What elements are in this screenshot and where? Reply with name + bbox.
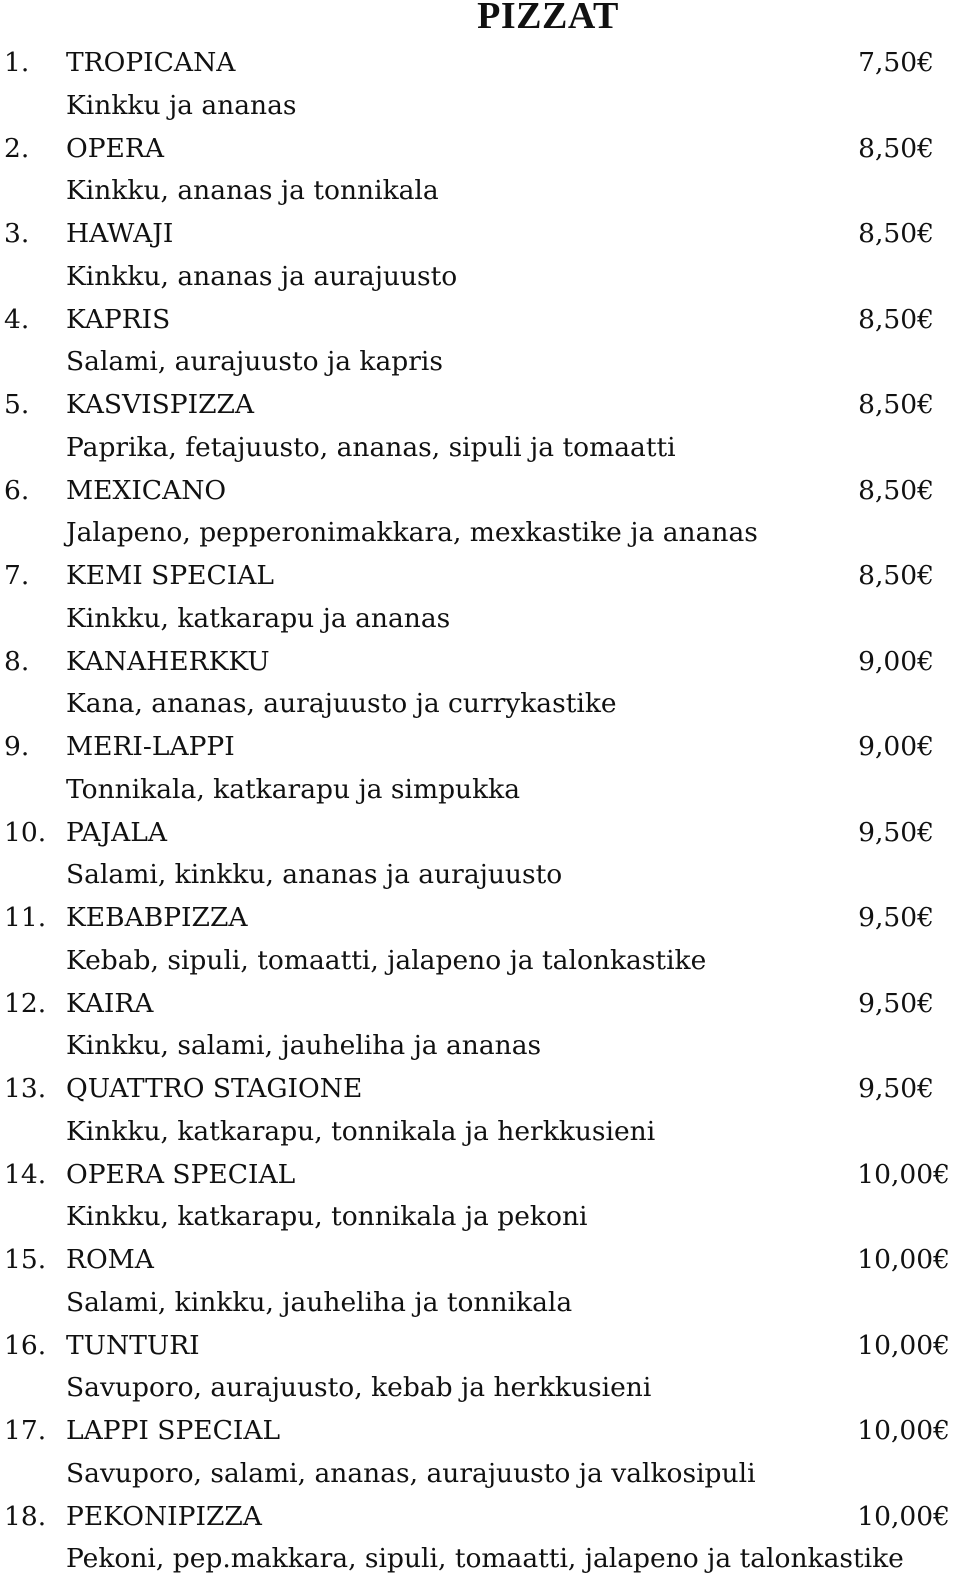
menu-item: [0, 1325, 960, 1411]
menu-item-name: KASVISPIZZA: [66, 389, 255, 420]
menu-item-header: [0, 897, 960, 940]
menu-item-name: QUATTRO STAGIONE: [66, 1073, 363, 1104]
menu-item-name: PAJALA: [66, 816, 168, 848]
menu-item: [0, 1496, 960, 1582]
menu-item: [0, 726, 960, 812]
menu-item-description-row: [0, 1196, 960, 1239]
menu-item-description: Jalapeno, pepperonimakkara, mexkastike ja ananas: [66, 517, 758, 549]
menu-item-number: 18.: [4, 1500, 47, 1532]
menu-item-description: Savuporo, aurajuusto, kebab ja herkkusieni: [66, 1372, 652, 1404]
menu-item-number: 6.: [4, 474, 30, 506]
menu-item-description: Savuporo, salami, ananas, aurajuusto ja valkosipuli: [66, 1457, 756, 1489]
menu-item-number: 17.: [4, 1415, 47, 1446]
menu-item-price: 9,00€: [858, 645, 934, 677]
menu-item: [0, 299, 960, 385]
menu-item-description: Salami, kinkku, ananas ja aurajuusto: [66, 859, 563, 891]
menu-item-header: [0, 1496, 960, 1539]
menu-item-description: Salami, aurajuusto ja kapris: [66, 346, 443, 378]
menu-item-description-row: [0, 1538, 960, 1581]
menu-item: [0, 1239, 960, 1325]
menu-item-header: [0, 1325, 960, 1368]
menu-item-description-row: [0, 940, 960, 983]
menu-item-number: 14.: [4, 1158, 47, 1190]
menu-item-description: Kinkku, salami, jauheliha ja ananas: [66, 1030, 542, 1062]
menu-item: [0, 1410, 960, 1496]
menu-item-description-row: [0, 854, 960, 897]
menu-item: [0, 470, 960, 556]
menu-item: [0, 983, 960, 1069]
menu-item-header: [0, 726, 960, 769]
menu-item-number: 16.: [4, 1329, 47, 1361]
menu-item-description-row: [0, 256, 960, 299]
menu-item: [0, 1068, 960, 1154]
menu-item-price: 8,50€: [858, 132, 934, 164]
menu-item-description-row: [0, 1367, 960, 1410]
menu-item-price: 10,00€: [857, 1329, 950, 1361]
menu-item-description: Kinkku, ananas ja tonnikala: [66, 175, 439, 207]
menu-item-number: 13.: [4, 1073, 47, 1104]
menu-item-header: [0, 1239, 960, 1282]
menu-item-header: [0, 1410, 960, 1453]
menu-item-header: [0, 470, 960, 513]
menu-item-name: HAWAJI: [66, 218, 174, 249]
menu-item-number: 15.: [4, 1244, 47, 1275]
menu-item-price: 10,00€: [857, 1500, 950, 1532]
menu-item-number: 4.: [4, 303, 30, 335]
menu-item-description-row: [0, 512, 960, 555]
menu-item: [0, 1154, 960, 1240]
menu-item-name: TROPICANA: [66, 47, 236, 78]
menu-item-price: 9,50€: [858, 816, 934, 848]
menu-item-number: 10.: [4, 816, 47, 848]
menu-item-description: Tonnikala, katkarapu ja simpukka: [66, 773, 521, 805]
menu-item-description-row: [0, 1282, 960, 1325]
menu-item-description-row: [0, 85, 960, 128]
menu-item-description: Paprika, fetajuusto, ananas, sipuli ja tomaatti: [66, 431, 676, 463]
menu-item-price: 10,00€: [857, 1158, 950, 1190]
menu-item-name: MEXICANO: [66, 474, 227, 506]
menu-item-description: Kinkku, katkarapu, tonnikala ja pekoni: [66, 1201, 588, 1233]
menu-item-price: 10,00€: [857, 1415, 950, 1446]
menu-item-name: MERI-LAPPI: [66, 731, 235, 762]
menu-item-number: 12.: [4, 987, 47, 1019]
menu-item-price: 9,00€: [858, 731, 934, 762]
menu-item-number: 8.: [4, 645, 30, 677]
menu-item-number: 5.: [4, 389, 30, 420]
menu-item-name: KEBABPIZZA: [66, 902, 248, 933]
menu-item-description: Kana, ananas, aurajuusto ja currykastike: [66, 688, 617, 720]
menu-item-header: [0, 983, 960, 1026]
menu-item-name: OPERA: [66, 132, 164, 164]
menu-item-number: 2.: [4, 132, 30, 164]
menu-item-name: TUNTURI: [66, 1329, 200, 1361]
menu-item-description-row: [0, 1453, 960, 1496]
menu-item: [0, 384, 960, 470]
menu-item-description-row: [0, 427, 960, 470]
menu-item-description: Kinkku, katkarapu ja ananas: [66, 602, 451, 634]
menu-item-number: 9.: [4, 731, 30, 762]
pizza-menu-list: [0, 42, 960, 1581]
menu-item-name: KAIRA: [66, 987, 154, 1019]
menu-item-description: Pekoni, pep.makkara, sipuli, tomaatti, jalapeno ja talonkastike: [66, 1543, 904, 1575]
menu-item-description-row: [0, 170, 960, 213]
menu-item: [0, 641, 960, 727]
menu-item: [0, 897, 960, 983]
menu-item-description: Salami, kinkku, jauheliha ja tonnikala: [66, 1286, 573, 1318]
menu-item-description: Kinkku ja ananas: [66, 89, 297, 121]
menu-item-header: [0, 641, 960, 684]
menu-item-description-row: [0, 769, 960, 812]
menu-item-name: OPERA SPECIAL: [66, 1158, 296, 1190]
menu-item-description-row: [0, 341, 960, 384]
menu-item-price: 8,50€: [858, 560, 934, 591]
menu-item-header: [0, 555, 960, 598]
menu-item-price: 9,50€: [858, 987, 934, 1019]
menu-item-description-row: [0, 683, 960, 726]
menu-item-number: 11.: [4, 902, 47, 933]
menu-item: [0, 812, 960, 898]
menu-item-price: 8,50€: [858, 303, 934, 335]
menu-item: [0, 128, 960, 214]
page-title: PIZZAT: [477, 0, 619, 37]
menu-item-header: [0, 128, 960, 171]
menu-item: [0, 555, 960, 641]
menu-item-description: Kebab, sipuli, tomaatti, jalapeno ja talonkastike: [66, 944, 707, 976]
menu-item-header: [0, 1154, 960, 1197]
menu-item-price: 8,50€: [858, 218, 934, 249]
menu-item-description-row: [0, 1025, 960, 1068]
menu-item-price: 7,50€: [858, 47, 934, 78]
menu-item-price: 8,50€: [858, 389, 934, 420]
menu-item-description: Kinkku, ananas ja aurajuusto: [66, 260, 458, 292]
menu-item-description-row: [0, 1111, 960, 1154]
menu-item-description-row: [0, 598, 960, 641]
menu-item-name: KANAHERKKU: [66, 645, 270, 677]
menu-item-price: 8,50€: [858, 474, 934, 506]
menu-item-price: 9,50€: [858, 1073, 934, 1104]
menu-item-header: [0, 1068, 960, 1111]
menu-item-header: [0, 812, 960, 855]
menu-item-header: [0, 213, 960, 256]
menu-item-header: [0, 384, 960, 427]
menu-item-name: LAPPI SPECIAL: [66, 1415, 281, 1446]
menu-item-description: Kinkku, katkarapu, tonnikala ja herkkusieni: [66, 1115, 656, 1147]
menu-item-header: [0, 42, 960, 85]
menu-item-number: 1.: [4, 47, 30, 78]
menu-item: [0, 42, 960, 128]
menu-item: [0, 213, 960, 299]
menu-item-price: 10,00€: [857, 1244, 950, 1275]
menu-item-name: PEKONIPIZZA: [66, 1500, 262, 1532]
menu-item-header: [0, 299, 960, 342]
menu-item-name: KEMI SPECIAL: [66, 560, 274, 591]
menu-item-name: KAPRIS: [66, 303, 171, 335]
menu-item-price: 9,50€: [858, 902, 934, 933]
menu-item-number: 3.: [4, 218, 30, 249]
menu-item-name: ROMA: [66, 1244, 154, 1275]
menu-item-number: 7.: [4, 560, 30, 591]
